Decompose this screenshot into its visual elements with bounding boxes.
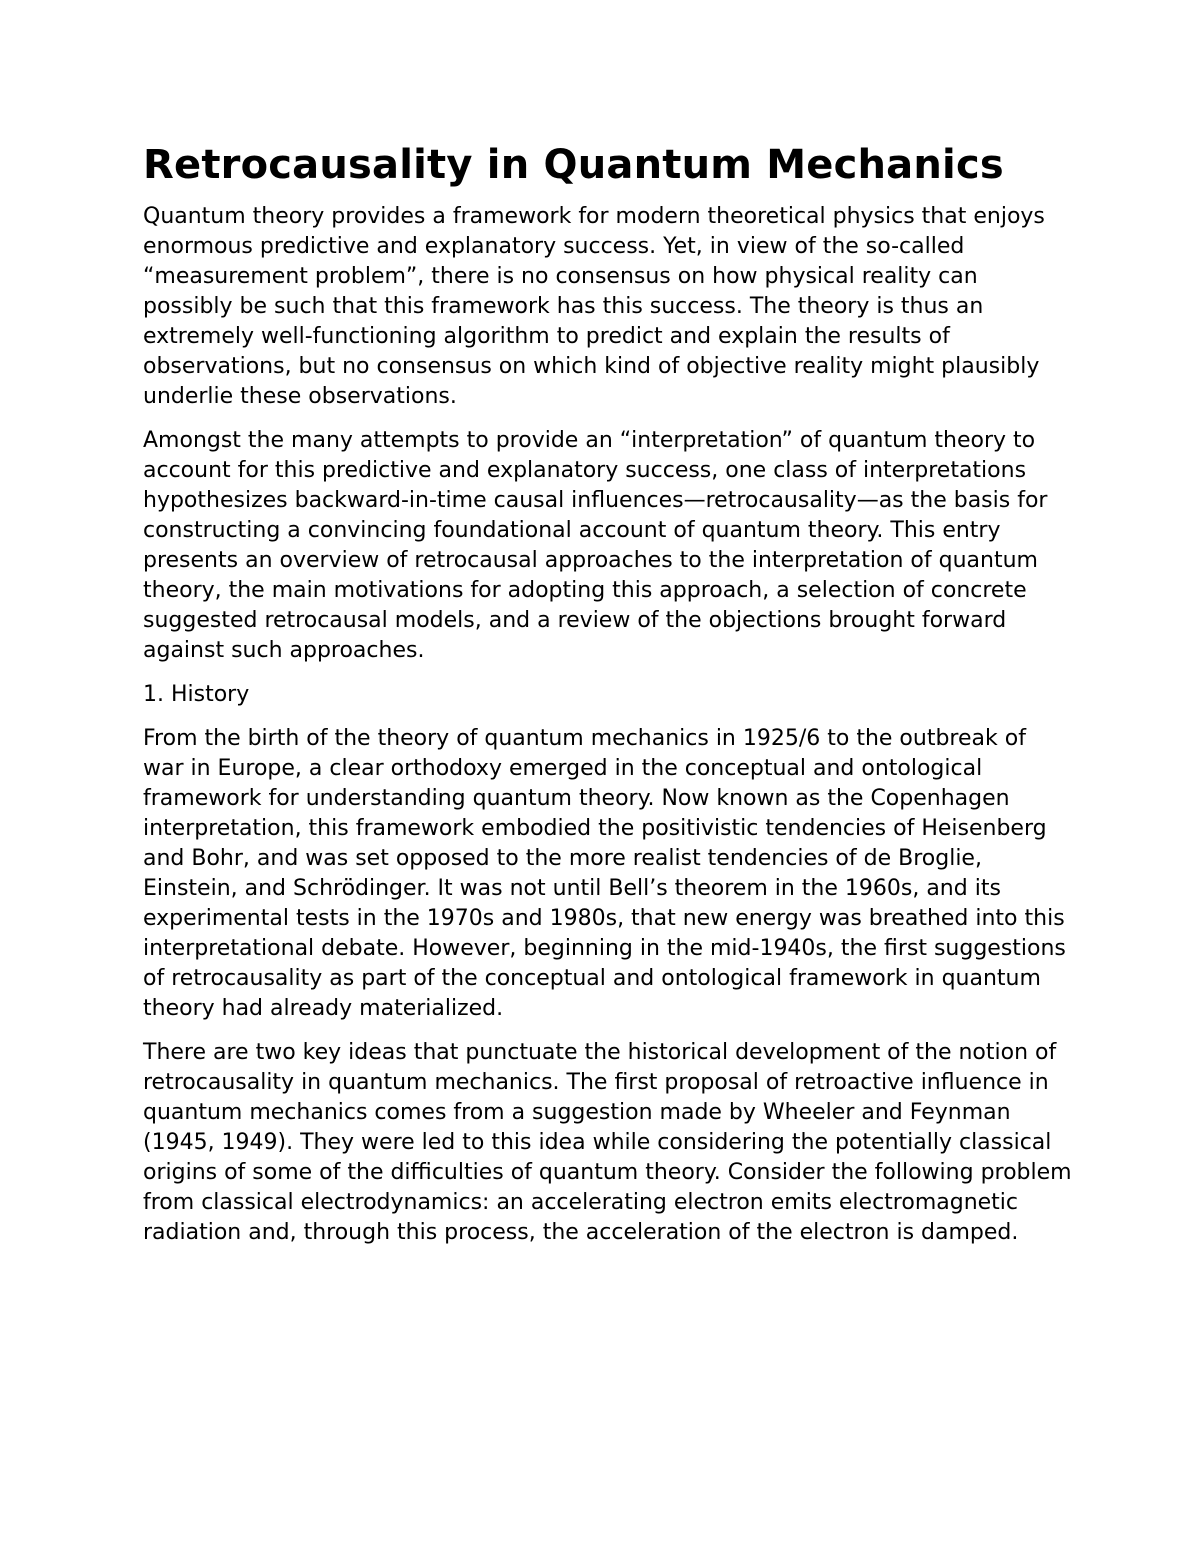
paragraph-interpretations: Amongst the many attempts to provide an “interpretation” of quantum theory to account for this predictive and explanatory success, one class of interpretations hypothesizes backward-in-time causal influences—retrocausality—as the basis for constructing a convincing foundational account of quantum theory. This entry presents an overview of retrocausal approaches to the interpretation of quantum theory, the main motivations for adopting this approach, a selection of concrete suggested retrocausal models, and a review of the objections brought forward against such approaches.: [143, 428, 1048, 663]
paragraph-history: From the birth of the theory of quantum mechanics in 1925/6 to the outbreak of war in Europe, a clear orthodoxy emerged in the conceptual and ontological framework for understanding quantum theory. Now known as the Copenhagen interpretation, this framework embodied the positivistic tendencies of Heisenberg and Bohr, and was set opposed to the more realist tendencies of de Broglie, Einstein, and Schrödinger. It was not until Bell’s theorem in the 1960s, and its experimental tests in the 1970s and 1980s, that new energy was breathed into this interpretational debate. However, beginning in the mid-1940s, the first suggestions of retrocausality as part of the conceptual and ontological framework in quantum theory had already materialized.: [143, 726, 1066, 1021]
document-title: Retrocausality in Quantum Mechanics: [143, 142, 1004, 188]
document-page: [143, 138, 1073, 1262]
paragraph-key-ideas: There are two key ideas that punctuate the historical development of the notion of retrocausality in quantum mechanics. The first proposal of retroactive influence in quantum mechanics comes from a suggestion made by Wheeler and Feynman (1945, 1949). They were led to this idea while considering the potentially classical origins of some of the difficulties of quantum theory. Consider the following problem from classical electrodynamics: an accelerating electron emits electromagnetic radiation and, through this process, the acceleration of the electron is damped.: [143, 1040, 1072, 1245]
paragraph-intro: Quantum theory provides a framework for modern theoretical physics that enjoys enormous predictive and explanatory success. Yet, in view of the so-called “measurement problem”, there is no consensus on how physical reality can possibly be such that this framework has this success. The theory is thus an extremely well-functioning algorithm to predict and explain the results of observations, but no consensus on which kind of objective reality might plausibly underlie these observations.: [143, 204, 1045, 409]
section-heading-history: 1. History: [143, 682, 250, 707]
